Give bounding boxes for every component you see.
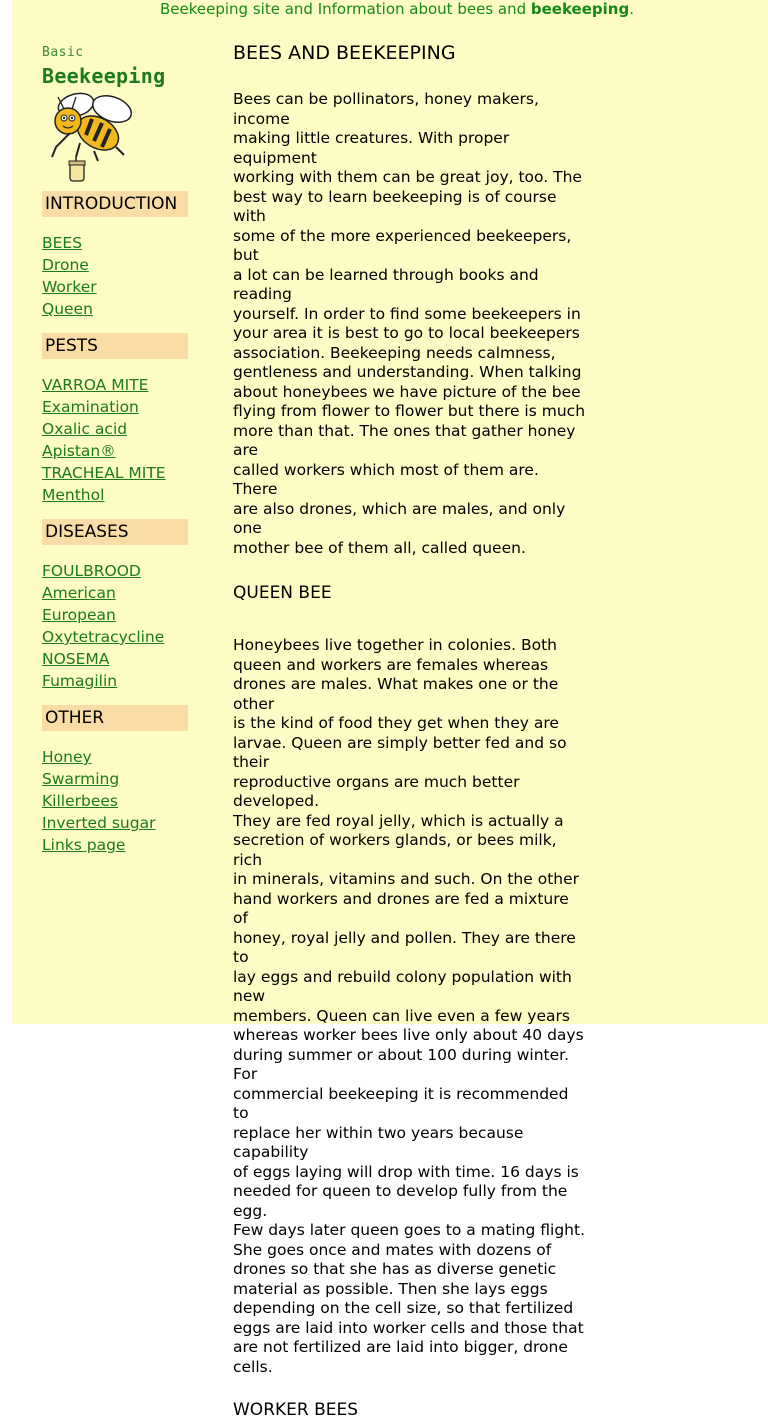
paragraph-line: members. Queen can live even a few years: [233, 1006, 570, 1025]
sidebar-link[interactable]: Honey: [42, 748, 92, 766]
sidebar-link[interactable]: NOSEMA: [42, 650, 110, 668]
sidebar-link[interactable]: Killerbees: [42, 792, 118, 810]
sidebar-link[interactable]: Examination: [42, 398, 139, 416]
paragraph-line: She goes once and mates with dozens of: [233, 1240, 552, 1259]
site-tagline: [0, 0, 768, 22]
sidebar-link[interactable]: FOULBROOD: [42, 562, 141, 580]
paragraph-line: drones are males. What makes one or the other: [233, 675, 559, 713]
list-item: [42, 746, 188, 768]
list-item: [42, 560, 188, 582]
paragraph-line: lay eggs and rebuild colony population with new: [233, 967, 572, 1005]
sidebar-nav: [42, 191, 188, 856]
paragraph-line: eggs are laid into worker cells and those that: [233, 1318, 584, 1337]
sidebar-section-other: [42, 705, 188, 856]
sidebar-link[interactable]: Oxytetracycline: [42, 628, 165, 646]
paragraph-line: called workers which most of them are. There: [233, 460, 539, 498]
link-list: [42, 746, 188, 856]
paragraph-line: working with them can be great joy, too. The: [233, 168, 582, 186]
sidebar-section-introduction: [42, 191, 188, 320]
sidebar-section-diseases: [42, 519, 188, 692]
list-item: [42, 582, 188, 604]
queen-paragraph: [233, 636, 585, 1377]
page-title: BEES AND BEEKEEPING: [233, 42, 456, 64]
sidebar-link[interactable]: Worker: [42, 278, 97, 296]
paragraph-line: are not fertilized are laid into bigger, drone cells.: [233, 1338, 568, 1376]
list-item: [42, 254, 188, 276]
paragraph-line: are also drones, which are males, and only one: [233, 499, 566, 537]
bee-icon: [42, 91, 134, 187]
paragraph-line: replace her within two years because capability: [233, 1123, 524, 1161]
paragraph-line: honey, royal jelly and pollen. They are there to: [233, 928, 576, 966]
sidebar-link[interactable]: Queen: [42, 300, 93, 318]
paragraph-line: They are fed royal jelly, which is actually a: [233, 811, 564, 830]
paragraph-line: whereas worker bees live only about 40 days: [233, 1026, 584, 1044]
paragraph-line: Bees can be pollinators, honey makers, income: [233, 90, 539, 128]
list-item: [42, 374, 188, 396]
paragraph-line: reproductive organs are much better developed.: [233, 772, 520, 810]
sidebar-link[interactable]: Links page: [42, 836, 126, 854]
tagline-bold[interactable]: beekeeping: [530, 0, 630, 18]
sidebar-link[interactable]: Fumagilin: [42, 672, 118, 690]
intro-paragraph: [233, 90, 585, 558]
paragraph-line: during summer or about 100 during winter. For: [233, 1045, 570, 1083]
sidebar-link[interactable]: Inverted sugar: [42, 814, 156, 832]
link-list: [42, 374, 188, 506]
worker-heading: WORKER BEES: [233, 1400, 359, 1420]
paragraph-line: material as possible. Then she lays eggs: [233, 1279, 548, 1298]
section-heading: OTHER: [42, 705, 188, 731]
sidebar-link[interactable]: VARROA MITE: [42, 376, 149, 394]
list-item: [42, 768, 188, 790]
paragraph-line: some of the more experienced beekeepers, but: [233, 226, 572, 264]
paragraph-line: Honeybees live together in colonies. Both: [233, 636, 557, 654]
tagline-period: .: [629, 0, 634, 18]
list-item: [42, 484, 188, 506]
sidebar-link[interactable]: Oxalic acid: [42, 420, 128, 438]
sidebar-link[interactable]: Apistan®: [42, 442, 116, 460]
list-item: [42, 418, 188, 440]
paragraph-line: queen and workers are females whereas: [233, 655, 549, 674]
sidebar-link[interactable]: TRACHEAL MITE: [42, 464, 166, 482]
tagline-text: Beekeeping site and Information about bees and: [160, 0, 531, 18]
section-heading: DISEASES: [42, 519, 188, 545]
list-item: [42, 834, 188, 856]
paragraph-line: flying from flower to flower but there is much: [233, 402, 586, 420]
section-heading: PESTS: [42, 333, 188, 359]
list-item: [42, 440, 188, 462]
link-list: [42, 232, 188, 320]
sidebar: [42, 44, 188, 869]
queen-heading: QUEEN BEE: [233, 583, 332, 603]
sidebar-section-pests: [42, 333, 188, 506]
paragraph-line: depending on the cell size, so that fertilized: [233, 1299, 574, 1317]
paragraph-line: hand workers and drones are fed a mixture of: [233, 889, 569, 927]
paragraph-line: your area it is best to go to local beekeepers: [233, 324, 580, 342]
paragraph-line: best way to learn beekeeping is of course with: [233, 187, 557, 225]
list-item: [42, 812, 188, 834]
paragraph-line: larvae. Queen are simply better fed and so their: [233, 733, 567, 771]
paragraph-line: of eggs laying will drop with time. 16 days is: [233, 1162, 579, 1181]
link-list: [42, 560, 188, 692]
list-item: [42, 626, 188, 648]
sidebar-link[interactable]: Menthol: [42, 486, 105, 504]
list-item: [42, 396, 188, 418]
paragraph-line: in minerals, vitamins and such. On the other: [233, 870, 580, 888]
paragraph-line: about honeybees we have picture of the bee: [233, 382, 581, 401]
paragraph-line: making little creatures. With proper equipment: [233, 129, 510, 167]
list-item: [42, 276, 188, 298]
list-item: [42, 232, 188, 254]
paragraph-line: yourself. In order to find some beekeepers in: [233, 304, 581, 323]
list-item: [42, 462, 188, 484]
sidebar-link[interactable]: BEES: [42, 234, 83, 252]
section-heading: INTRODUCTION: [42, 191, 188, 217]
paragraph-line: mother bee of them all, called queen.: [233, 538, 526, 557]
list-item: [42, 298, 188, 320]
brand-title: Beekeeping: [42, 64, 166, 88]
paragraph-line: secretion of workers glands, or bees milk, rich: [233, 831, 557, 869]
list-item: [42, 604, 188, 626]
paragraph-line: needed for queen to develop fully from the egg.: [233, 1182, 568, 1220]
sidebar-link[interactable]: Drone: [42, 256, 89, 274]
list-item: [42, 648, 188, 670]
brand-small-text: Basic: [42, 45, 84, 60]
paragraph-line: association. Beekeeping needs calmness,: [233, 343, 556, 362]
list-item: [42, 790, 188, 812]
paragraph-line: more than that. The ones that gather honey are: [233, 421, 576, 459]
paragraph-line: gentleness and understanding. When talking: [233, 363, 582, 381]
paragraph-line: Few days later queen goes to a mating flight.: [233, 1221, 586, 1239]
paragraph-line: a lot can be learned through books and reading: [233, 265, 539, 303]
sidebar-link[interactable]: American: [42, 584, 116, 602]
paragraph-line: drones so that she has as diverse genetic: [233, 1260, 557, 1278]
sidebar-link[interactable]: Swarming: [42, 770, 120, 788]
main-content: [233, 38, 585, 1423]
list-item: [42, 670, 188, 692]
paragraph-line: commercial beekeeping it is recommended to: [233, 1084, 569, 1122]
sidebar-link[interactable]: European: [42, 606, 116, 624]
paragraph-line: is the kind of food they get when they are: [233, 714, 559, 732]
